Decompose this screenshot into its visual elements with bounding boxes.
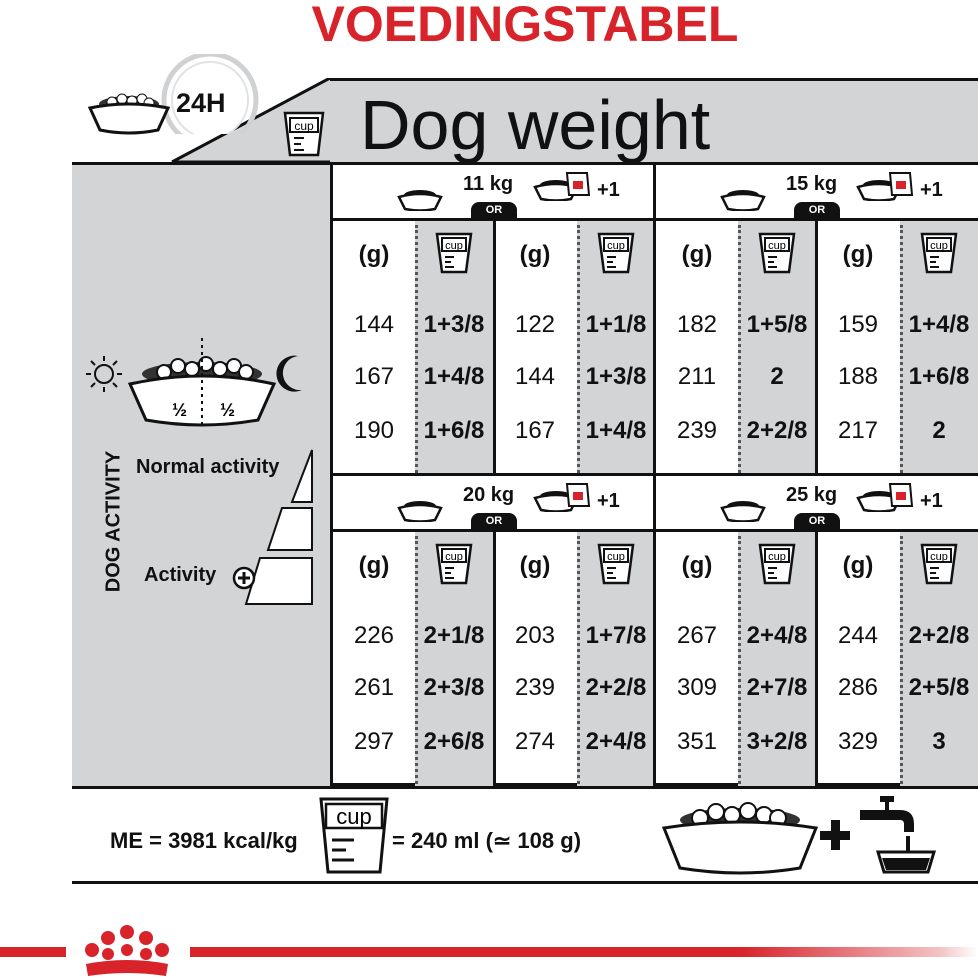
half-left: ½ xyxy=(172,400,188,420)
grams-header: (g) xyxy=(681,241,713,268)
table-cell: 2+4/8 xyxy=(585,728,647,755)
mixed-feeding-bowl-icon xyxy=(856,482,916,512)
column-dry-grams xyxy=(333,221,415,478)
brand-crown-logo xyxy=(72,920,182,979)
grams-header: (g) xyxy=(842,552,874,579)
normal-activity-label: Normal activity xyxy=(136,456,280,478)
table-cell: 1+5/8 xyxy=(746,311,808,338)
grams-header: (g) xyxy=(358,241,390,268)
dotted-separator xyxy=(900,536,903,784)
column-mixed-grams xyxy=(816,532,900,789)
large-cup-icon xyxy=(318,796,390,876)
cup-icon xyxy=(596,231,636,275)
svg-text:cup: cup xyxy=(930,551,948,563)
column-mixed-grams xyxy=(816,221,900,478)
table-cell: 244 xyxy=(837,622,879,649)
grid-divider xyxy=(653,165,656,789)
dry-bowl-icon xyxy=(397,492,443,522)
grid-divider xyxy=(815,532,818,786)
mixed-feeding-bowl-icon xyxy=(856,171,916,201)
mixed-feeding-bowl-icon xyxy=(533,171,593,201)
cup-icon xyxy=(757,542,797,586)
table-cell: 144 xyxy=(353,311,395,338)
table-cell: 217 xyxy=(837,417,879,444)
weight-label: 11 kg xyxy=(463,173,514,195)
table-cell: 2+4/8 xyxy=(746,622,808,649)
cup-volume-equivalence: = 240 ml (≃ 108 g) xyxy=(392,828,582,853)
plus-one-label: +1 xyxy=(597,490,620,512)
full-bowl-icon xyxy=(660,796,820,876)
footer-brand-line-left xyxy=(0,947,66,957)
metabolizable-energy: ME = 3981 kcal/kg xyxy=(110,828,298,853)
table-cell: 203 xyxy=(514,622,556,649)
plus-circle-icon xyxy=(234,568,254,588)
weight-label: 25 kg xyxy=(786,484,838,506)
table-cell: 2+6/8 xyxy=(423,728,485,755)
half-right: ½ xyxy=(220,400,236,420)
table-cell: 167 xyxy=(514,417,556,444)
table-cell: 1+4/8 xyxy=(423,363,485,390)
table-cell: 1+4/8 xyxy=(908,311,970,338)
column-dry-grams xyxy=(656,532,738,789)
table-cell: 261 xyxy=(353,674,395,701)
table-cell: 2+7/8 xyxy=(746,674,808,701)
table-cell: 267 xyxy=(676,622,718,649)
table-cell: 188 xyxy=(837,363,879,390)
weight-label: 20 kg xyxy=(463,484,515,506)
cup-icon xyxy=(919,231,959,275)
table-cell: 1+3/8 xyxy=(585,363,647,390)
dotted-separator xyxy=(738,536,741,784)
page-title: VOEDINGSTABEL xyxy=(311,0,739,52)
table-cell: 2+1/8 xyxy=(423,622,485,649)
column-dry-grams xyxy=(333,532,415,789)
table-cell: 1+1/8 xyxy=(585,311,647,338)
table-cell: 1+6/8 xyxy=(908,363,970,390)
food-bowl-icon xyxy=(86,90,172,136)
table-cell: 2+2/8 xyxy=(908,622,970,649)
table-cell: 2+3/8 xyxy=(423,674,485,701)
table-cell: 182 xyxy=(676,311,718,338)
dotted-separator xyxy=(577,536,580,784)
cup-icon xyxy=(596,542,636,586)
cup-icon xyxy=(434,231,474,275)
grid-divider xyxy=(493,532,496,786)
dog-activity-label: DOG ACTIVITY xyxy=(102,450,125,593)
column-mixed-cups xyxy=(577,221,655,478)
grams-header: (g) xyxy=(681,552,713,579)
grid-divider xyxy=(333,473,978,476)
footer-brand-line-right xyxy=(190,947,978,957)
weight-header-2 xyxy=(333,476,655,532)
column-dry-cups xyxy=(415,221,493,478)
dotted-separator xyxy=(577,225,580,473)
column-mixed-cups xyxy=(577,532,655,789)
column-dry-grams xyxy=(656,221,738,478)
water-tap-icon xyxy=(858,792,938,880)
weight-label: 15 kg xyxy=(786,173,838,195)
plus-icon xyxy=(818,818,852,852)
weight-header-3 xyxy=(656,476,978,532)
svg-text:cup: cup xyxy=(607,240,625,252)
cup-icon xyxy=(919,542,959,586)
column-dry-cups xyxy=(738,532,816,789)
grams-header: (g) xyxy=(358,552,390,579)
plus-one-label: +1 xyxy=(597,179,620,201)
table-cell: 2+2/8 xyxy=(585,674,647,701)
svg-text:cup: cup xyxy=(607,551,625,563)
or-badge: OR xyxy=(471,202,517,218)
plus-one-label: +1 xyxy=(920,179,943,201)
activity-plus-label: Activity xyxy=(144,564,217,586)
table-cell: 351 xyxy=(676,728,718,755)
cup-icon xyxy=(434,542,474,586)
or-badge: OR xyxy=(471,513,517,529)
table-cell: 274 xyxy=(514,728,556,755)
table-cell: 3+2/8 xyxy=(746,728,808,755)
weight-header-0 xyxy=(333,165,655,221)
dotted-separator xyxy=(738,225,741,473)
table-cell: 1+6/8 xyxy=(423,417,485,444)
table-cell: 167 xyxy=(353,363,395,390)
column-mixed-grams xyxy=(493,221,577,478)
weight-header-1 xyxy=(656,165,978,221)
table-cell: 3 xyxy=(932,728,946,755)
plus-one-label: +1 xyxy=(920,490,943,512)
table-cell: 2 xyxy=(770,363,784,390)
activity-level-steps xyxy=(230,446,320,608)
table-cell: 226 xyxy=(353,622,395,649)
dry-bowl-icon xyxy=(720,492,766,522)
table-cell: 211 xyxy=(677,363,717,390)
table-cell: 309 xyxy=(676,674,718,701)
table-cell: 2+2/8 xyxy=(746,417,808,444)
svg-text:cup: cup xyxy=(768,551,786,563)
dry-bowl-icon xyxy=(397,181,443,211)
svg-text:cup: cup xyxy=(930,240,948,252)
label-24h: 24H xyxy=(176,88,226,118)
or-badge: OR xyxy=(794,202,840,218)
dog-weight-title: Dog weight xyxy=(360,86,711,164)
moon-icon xyxy=(276,356,302,392)
table-cell: 1+7/8 xyxy=(585,622,647,649)
svg-text:cup: cup xyxy=(768,240,786,252)
dry-bowl-icon xyxy=(720,181,766,211)
grams-header: (g) xyxy=(842,241,874,268)
table-cell: 239 xyxy=(514,674,556,701)
column-dry-cups xyxy=(415,532,493,789)
grid-divider xyxy=(815,221,818,475)
table-cell: 159 xyxy=(837,311,879,338)
svg-text:cup: cup xyxy=(445,551,463,563)
table-cell: 1+3/8 xyxy=(423,311,485,338)
feeding-table xyxy=(330,162,978,786)
column-dry-cups xyxy=(738,221,816,478)
table-cell: 329 xyxy=(837,728,879,755)
svg-text:cup: cup xyxy=(294,119,314,133)
dotted-separator xyxy=(900,225,903,473)
table-cell: 2 xyxy=(932,417,946,444)
table-cell: 1+4/8 xyxy=(585,417,647,444)
table-cell: 286 xyxy=(837,674,879,701)
table-cell: 190 xyxy=(353,417,395,444)
table-cell: 144 xyxy=(514,363,556,390)
svg-text:cup: cup xyxy=(445,240,463,252)
grid-divider xyxy=(493,221,496,475)
column-mixed-cups xyxy=(900,532,978,789)
svg-text:cup: cup xyxy=(336,804,372,829)
cup-icon xyxy=(282,110,326,158)
dog-weight-header xyxy=(330,78,978,162)
or-badge: OR xyxy=(794,513,840,529)
sun-icon xyxy=(86,356,122,392)
grams-header: (g) xyxy=(519,241,551,268)
grams-header: (g) xyxy=(519,552,551,579)
table-cell: 239 xyxy=(676,417,718,444)
table-cell: 122 xyxy=(514,311,556,338)
table-cell: 2+5/8 xyxy=(908,674,970,701)
day-night-bowl-illustration xyxy=(80,336,320,432)
cup-icon xyxy=(757,231,797,275)
column-mixed-cups xyxy=(900,221,978,478)
dotted-separator xyxy=(415,536,418,784)
mixed-feeding-bowl-icon xyxy=(533,482,593,512)
dotted-separator xyxy=(415,225,418,473)
table-cell: 297 xyxy=(353,728,395,755)
column-mixed-grams xyxy=(493,532,577,789)
